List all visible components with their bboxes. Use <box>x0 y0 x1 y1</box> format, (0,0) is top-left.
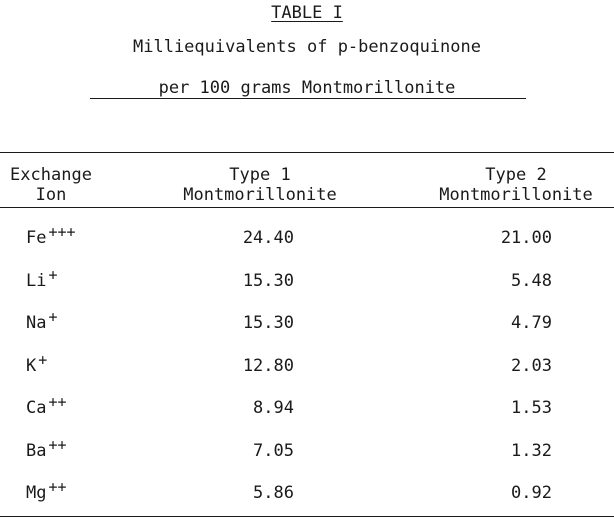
table-row <box>0 344 614 384</box>
table-row <box>0 386 614 426</box>
type1-value: 12.80 <box>242 356 294 376</box>
table-row <box>0 429 614 469</box>
ion-cell: Ba ++ <box>26 436 67 461</box>
table-header-rule <box>0 207 614 208</box>
type2-value: 4.79 <box>511 313 552 333</box>
type2-value: 0.92 <box>511 483 552 503</box>
type1-value: 24.40 <box>242 228 294 248</box>
header-exchange-ion: Exchange Ion <box>10 165 92 205</box>
ion-cell: Fe +++ <box>26 223 76 248</box>
subtitle-underline <box>90 98 526 99</box>
table-subtitle: Milliequivalents of p-benzoquinone <box>133 37 481 57</box>
type1-value: 5.86 <box>253 483 294 503</box>
type2-value: 21.00 <box>500 228 552 248</box>
table-bottom-rule <box>0 516 614 517</box>
table-top-rule <box>0 152 614 153</box>
ion-cell: Ca ++ <box>26 393 67 418</box>
type2-value: 5.48 <box>511 271 552 291</box>
ion-cell: Na + <box>26 308 58 333</box>
table-subtitle-line2: per 100 grams Montmorillonite <box>158 78 456 98</box>
table-row <box>0 301 614 341</box>
ion-cell: K + <box>26 351 48 376</box>
ion-cell: Li + <box>26 266 58 291</box>
type1-value: 8.94 <box>253 398 294 418</box>
type2-value: 2.03 <box>511 356 552 376</box>
table-title: TABLE I <box>271 3 343 23</box>
type1-value: 15.30 <box>242 271 294 291</box>
table-row <box>0 259 614 299</box>
type1-value: 15.30 <box>242 313 294 333</box>
table-row <box>0 471 614 511</box>
ion-cell: Mg ++ <box>26 478 67 503</box>
header-type2: Type 2 Montmorillonite <box>439 165 593 205</box>
type1-value: 7.05 <box>253 441 294 461</box>
type2-value: 1.32 <box>511 441 552 461</box>
header-type1: Type 1 Montmorillonite <box>183 165 337 205</box>
table-row <box>0 216 614 256</box>
type2-value: 1.53 <box>511 398 552 418</box>
